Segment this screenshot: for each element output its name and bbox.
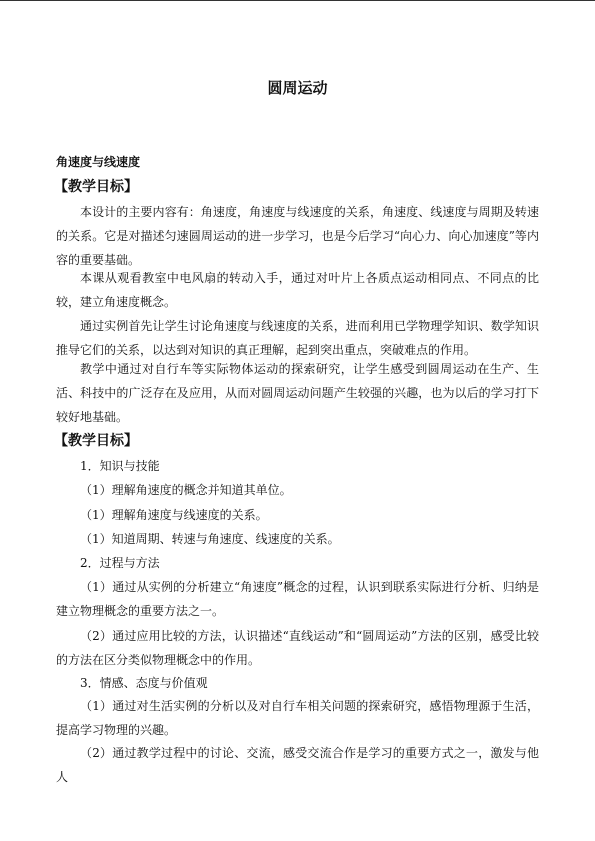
section-heading-objectives: 【教学目标】: [54, 433, 138, 449]
objective-knowledge-heading: 1．知识与技能: [80, 459, 160, 473]
objective-knowledge-item: （1）理解角速度与线速度的关系。: [80, 508, 268, 522]
objective-attitude-item: （1）通过对生活实例的分析以及对自行车相关问题的探索研究，感悟物理源于生活，提高学习物理的兴趣。: [56, 699, 539, 737]
page-title: 圆周运动: [267, 79, 328, 97]
top-border-line: [0, 0, 595, 1]
objective-knowledge-item: （1）知道周期、转速与角速度、线速度的关系。: [80, 532, 340, 546]
objective-process-item: （2）通过应用比较的方法，认识描述“直线运动”和“圆周运动”方法的区别，感受比较的方法在区分类似物理概念中的作用。: [56, 629, 539, 667]
lesson-subheading: 角速度与线速度: [56, 155, 141, 169]
objective-attitude-heading: 3．情感、态度与价值观: [80, 676, 208, 690]
objective-attitude-item: （2）通过教学过程中的讨论、交流，感受交流合作是学习的重要方式之一，激发与他人: [56, 746, 539, 784]
objective-process-item: （1）通过从实例的分析建立“角速度”概念的过程，认识到联系实际进行分析、归纳是建立物理概念的重要方法之一。: [56, 580, 539, 618]
paragraph-content-overview: 本设计的主要内容有：角速度，角速度与线速度的关系，角速度、线速度与周期及转速的关系。它是对描述匀速圆周运动的进一步学习，也是今后学习“向心力、向心加速度”等内容的重要基础。: [56, 205, 539, 267]
paragraph-bicycle-exploration: 教学中通过对自行车等实际物体运动的探索研究，让学生感受到圆周运动在生产、生活、科技中的广泛存在及应用，从而对圆周运动问题产生较强的兴趣，也为以后的学习打下较好地基础。: [56, 362, 539, 424]
objective-knowledge-item: （1）理解角速度的概念并知道其单位。: [80, 483, 292, 497]
paragraph-fan-intro: 本课从观看教室中电风扇的转动入手，通过对叶片上各质点运动相同点、不同点的比较，建立角速度概念。: [56, 271, 539, 309]
section-heading-background: 【教学目标】: [54, 179, 138, 195]
objective-process-heading: 2．过程与方法: [80, 556, 160, 570]
paragraph-relation-derivation: 通过实例首先让学生讨论角速度与线速度的关系，进而利用已学物理学知识、数学知识推导它们的关系，以达到对知识的真正理解，起到突出重点，突破难点的作用。: [56, 319, 539, 357]
